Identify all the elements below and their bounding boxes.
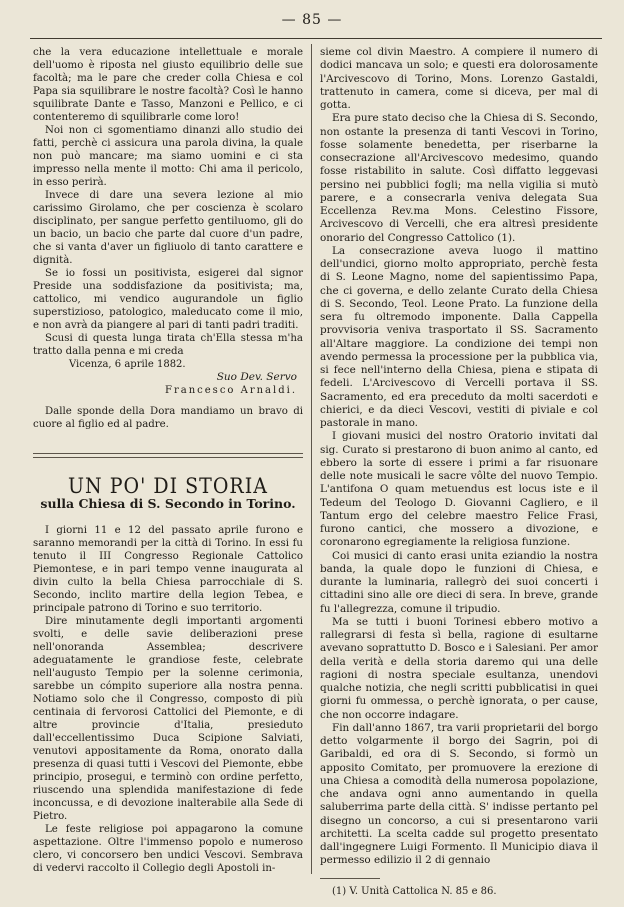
paragraph: Era pure stato deciso che la Chiesa di S. Secondo, non ostante la presenza di tanti Vescovi in Torino, fosse solamente benedetta, per riserbarne la consecrazione all'Arcivescovo medesimo, quando fosse ristabilito in salute. Così diffatto leggevasi persino nei pubblici fogli; ma nella vigilia si mutò parere, e a consecrarla veniva delegata Sua Eccellenza Rev.ma Mons. Celestino Fissore, Arcivescovo di Vercelli, che era altresì presidente onorario del Congresso Cattolico (1). (320, 112, 598, 244)
header-rule (30, 38, 602, 39)
right-column (320, 46, 598, 898)
paragraph: Se io fossi un positivista, esigerei dal signor Preside una soddisfazione da positivista; ma, cattolico, mi vendico augurandole un figlio superstizioso, patologico, maleducato come il mio, e non avrà da piangere al pari di tanti padri traditi. (33, 268, 303, 331)
paragraph: Ma se tutti i buoni Torinesi ebbero motivo a rallegrarsi di festa sì bella, ragione di esultarne avevano soprattutto D. Bosco e i Salesiani. Per amor della verità e della storia daremo qui una delle ragioni di nostra speciale esultanza, unendovi qualche notizia, che negli scritti pubblicatisi in quei giorni fu ommessa, o perchè ignorata, o per cause, che non occorre indagare. (320, 615, 598, 721)
paragraph: che la vera educazione intellettuale e morale dell'uomo è riposta nel giusto equilibrio delle sue facoltà; ma le pare che creder colla Chiesa e col Papa sia squilibrare le nostre facoltà? Così le hanno squilibrate Dante e Tasso, Manzoni e Pellico, e ci contenteremo di squilibrarle come loro! (33, 47, 303, 123)
left-column (33, 46, 303, 875)
paragraph: Dire minutamente degli importanti argomenti svolti, e delle savie deliberazioni prese nell'onoranda Assemblea; descrivere adeguatamente le grandiose feste, celebrate nell'augusto Tempio per la solenne cerimonia, sarebbe un cómpito superiore alla nostra penna. Notiamo solo che il Congresso, composto di più centinaia di fervorosi Cattolici del Piemonte, e di altre provincie d'Italia, presieduto dall'eccellentissimo Duca Scipione Salviati, venutovi appositamente da Roma, onorato dalla presenza di quasi tutti i Vescovi del Piemonte, ebbe principio, prosegui, e terminò con ordine perfetto, riuscendo una splendida manifestazione di fede inconcussa, e di devozione inalterabile alla Sede di Pietro. (33, 616, 303, 822)
paragraph: Invece di dare una severa lezione al mio carissimo Girolamo, che per coscienza è scolaro disciplinato, per sangue perfetto gentiluomo, gli do un bacio, un bacio che parte dal cuore d'un padre, che si vanta d'aver un figliuolo di tanto carattere e dignità. (33, 190, 303, 266)
paragraph: I giovani musici del nostro Oratorio invitati dal sig. Curato si prestarono di buon animo al canto, ed ebbero la sorte di essere i primi a far risuonare delle note musicali le sacre vôlte del nuovo Tempio. L'antifona O quam metuendus est locus iste e il Tedeum del Teologo D. Giovanni Cagliero, e il Tantum ergo del celebre maestro Felice Frasi, furono cantici, che mossero a divozione, e coronarono egregiamente la religiosa funzione. (320, 430, 598, 549)
paragraph: Noi non ci sgomentiamo dinanzi allo studio dei fatti, perchè ci assicura una parola divina, la quale non può mancare; ma siamo uomini e ci sta impresso nella mente il motto: Chi ama il pericolo, in esso perirà. (33, 125, 303, 188)
letter-signoff (33, 358, 303, 397)
letter-closing: Suo Dev. Servo (216, 371, 297, 383)
footnote: (1) V. Unità Cattolica N. 85 e 86. (332, 885, 497, 897)
paragraph: I giorni 11 e 12 del passato aprile furono e saranno memorandi per la città di Torino. In essi fu tenuto il III Congresso Regionale Cattolico Piemontese, e in pari tempo venne inaugurata al divin culto la bella Chiesa parrocchiale di S. Secondo, inclito martire della legion Tebea, e principale patrono di Torino e suo territorio. (33, 525, 303, 614)
paragraph: La consecrazione aveva luogo il mattino dell'undici, giorno molto appropriato, perchè festa di S. Leone Magno, nome del sapientissimo Papa, che ci governa, e dello zelante Curato della Chiesa di S. Secondo, Teol. Leone Prato. La funzione della sera fu oltremodo imponente. Dalla Cappella provvisoria veniva trasportato il SS. Sacramento all'Altare maggiore. La condizione dei tempi non avendo permessa la processione per la pubblica via, si fece nell'interno della Chiesa, piena e stipata di fedeli. L'Arcivescovo di Vercelli portava il SS. Sacramento, ed era preceduto da molti sacerdoti e chierici, e da dieci Vescovi, vestiti di piviale e col pastorale in mano. (320, 244, 598, 429)
footnote-rule (320, 878, 380, 879)
paragraph: Coi musici di canto erasi unita eziandio la nostra banda, la quale dopo le funzioni di Chiesa, e durante la luminaria, rallegrò dei suoi concerti i cittadini sino alle ore dieci di sera. In breve, grande fu l'allegrezza, comune il tripudio. (320, 549, 598, 615)
page-number: — 85 — (281, 12, 343, 28)
letter-signature: Francesco Arnaldi. (165, 385, 297, 396)
section-subtitle: sulla Chiesa di S. Secondo in Torino. (40, 496, 296, 511)
paragraph: sieme col divin Maestro. A compiere il numero di dodici mancava un solo; e questi era dolorosamente l'Arcivescovo di Torino, Mons. Lorenzo Gastaldi, trattenuto in camera, come si diceva, per mal di gotta. (320, 46, 598, 111)
section-title: UN PO' DI STORIA (68, 473, 268, 499)
paragraph: Dalle sponde della Dora mandiamo un bravo di cuore al figlio ed al padre. (33, 406, 303, 430)
section-divider (33, 453, 303, 458)
paragraph: Scusi di questa lunga tirata ch'Ella stessa m'ha tratto dalla penna e mi creda (33, 333, 303, 357)
paragraph: Fin dall'anno 1867, tra varii proprietarii del borgo detto volgarmente il borgo dei Sagrin, poi di Garibaldi, ed ora di S. Secondo, si formò un apposito Comitato, per promuovere la erezione di una Chiesa a comodità della numerosa popolazione, che andava ogni anno aumentando in quella saluberrima parte della città. S' indisse pertanto pel disegno un concorso, a cui si presentarono varii architetti. La scelta cadde sul progetto presentato dall'ingegnere Luigi Formento. Il Municipio diava il permesso edilizio il 2 di gennaio (320, 721, 598, 867)
column-divider (311, 44, 312, 874)
letter-date: Vicenza, 6 aprile 1882. (69, 359, 186, 370)
paragraph: Le feste religiose poi appagarono la comune aspettazione. Oltre l'immenso popolo e numeroso clero, vi concorsero ben undici Vescovi. Sembrava di vedervi raccolto il Collegio degli Apostoli in- (33, 824, 303, 874)
